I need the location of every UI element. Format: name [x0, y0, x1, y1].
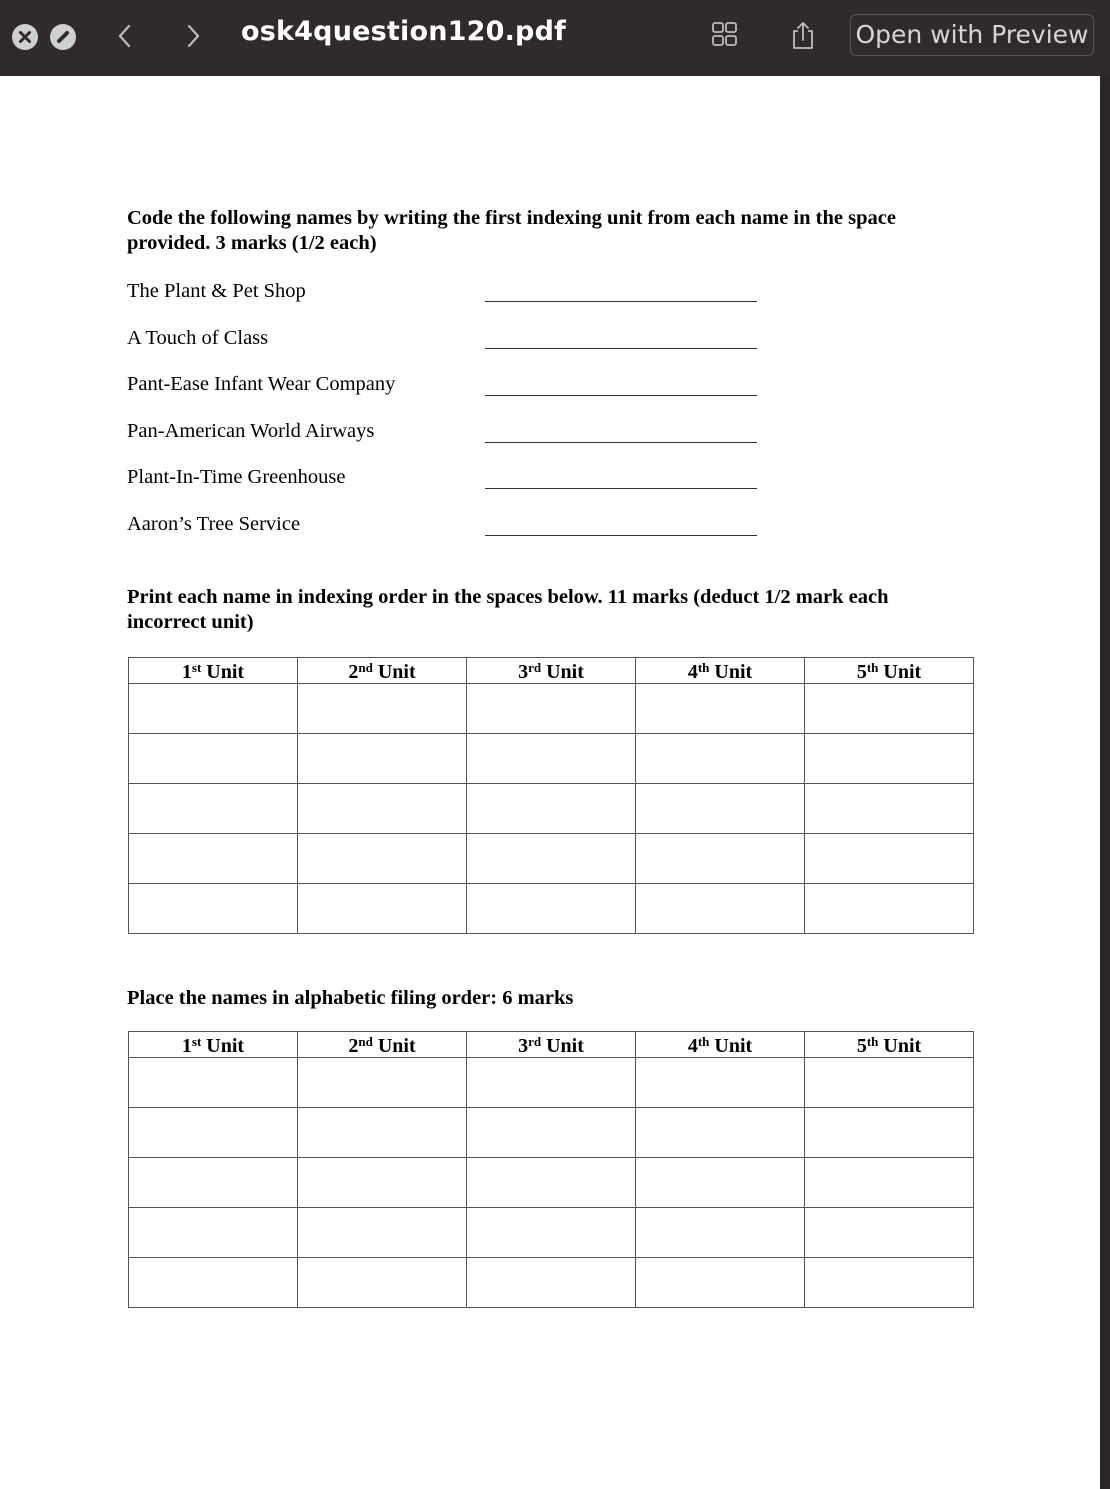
- table-cell[interactable]: [636, 1258, 805, 1308]
- table-cell[interactable]: [636, 784, 805, 834]
- section3-heading: Place the names in alphabetic filing order: 6 marks: [127, 987, 574, 1009]
- table-cell[interactable]: [298, 834, 467, 884]
- table-cell[interactable]: [467, 1158, 636, 1208]
- markup-icon: [50, 24, 76, 50]
- table-cell[interactable]: [298, 684, 467, 734]
- table-row: [129, 684, 974, 734]
- table-row: [129, 834, 974, 884]
- column-header: 4th Unit: [636, 658, 805, 684]
- table-cell[interactable]: [129, 884, 298, 934]
- column-header: 5th Unit: [805, 658, 974, 684]
- table-cell[interactable]: [467, 834, 636, 884]
- section2-heading: Print each name in indexing order in the spaces below. 11 marks (deduct 1/2 mark each incorrect unit): [127, 586, 889, 633]
- table-cell[interactable]: [636, 884, 805, 934]
- answer-blank[interactable]: [485, 535, 757, 536]
- answer-blank[interactable]: [485, 488, 757, 489]
- filing-order-table: [128, 1031, 974, 1308]
- table-cell[interactable]: [636, 684, 805, 734]
- table-row: [129, 1208, 974, 1258]
- answer-blank[interactable]: [485, 395, 757, 396]
- table-row: [129, 734, 974, 784]
- table-cell[interactable]: [467, 884, 636, 934]
- table-header-row: [129, 658, 974, 684]
- table-cell[interactable]: [805, 1208, 974, 1258]
- table-row: [129, 1258, 974, 1308]
- table-cell[interactable]: [129, 734, 298, 784]
- table-cell[interactable]: [129, 1258, 298, 1308]
- markup-button[interactable]: [50, 24, 76, 50]
- table-cell[interactable]: [467, 1108, 636, 1158]
- table-cell[interactable]: [298, 884, 467, 934]
- column-header: 4th Unit: [636, 1032, 805, 1058]
- window-titlebar: [0, 0, 1110, 76]
- table-cell[interactable]: [298, 1258, 467, 1308]
- table-cell[interactable]: [636, 1158, 805, 1208]
- table-cell[interactable]: [467, 1258, 636, 1308]
- column-header: 3rd Unit: [467, 658, 636, 684]
- answer-blank[interactable]: [485, 442, 757, 443]
- table-cell[interactable]: [467, 1208, 636, 1258]
- answer-blank[interactable]: [485, 348, 757, 349]
- table-header-row: [129, 1032, 974, 1058]
- column-header: 5th Unit: [805, 1032, 974, 1058]
- table-row: [129, 784, 974, 834]
- share-button[interactable]: [789, 20, 817, 56]
- table-cell[interactable]: [298, 1058, 467, 1108]
- open-with-preview-button[interactable]: Open with Preview: [850, 14, 1094, 56]
- table-cell[interactable]: [298, 734, 467, 784]
- table-cell[interactable]: [129, 1158, 298, 1208]
- indexing-order-table: [128, 657, 974, 934]
- back-arrow-icon: [110, 20, 140, 52]
- table-cell[interactable]: [129, 784, 298, 834]
- table-cell[interactable]: [298, 784, 467, 834]
- name-item: The Plant & Pet Shop: [127, 280, 306, 302]
- name-item: Aaron’s Tree Service: [127, 513, 301, 535]
- table-cell[interactable]: [298, 1108, 467, 1158]
- table-row: [129, 1058, 974, 1108]
- window-edge: [1100, 76, 1110, 1489]
- forward-button[interactable]: [178, 20, 208, 52]
- table-cell[interactable]: [636, 1208, 805, 1258]
- table-cell[interactable]: [298, 1208, 467, 1258]
- table-cell[interactable]: [805, 684, 974, 734]
- table-cell[interactable]: [298, 1158, 467, 1208]
- document-title: osk4question120.pdf: [241, 16, 567, 47]
- name-item: A Touch of Class: [127, 327, 269, 349]
- table-cell[interactable]: [805, 1058, 974, 1108]
- section1-heading: Code the following names by writing the first indexing unit from each name in the space provided. 3 marks (1/2 each): [127, 207, 896, 254]
- table-cell[interactable]: [636, 834, 805, 884]
- column-header: 1st Unit: [129, 1032, 298, 1058]
- table-cell[interactable]: [129, 684, 298, 734]
- table-row: [129, 884, 974, 934]
- column-header: 1st Unit: [129, 658, 298, 684]
- column-header: 3rd Unit: [467, 1032, 636, 1058]
- table-cell[interactable]: [805, 1258, 974, 1308]
- table-cell[interactable]: [636, 1108, 805, 1158]
- table-cell[interactable]: [805, 834, 974, 884]
- answer-blank[interactable]: [485, 301, 757, 302]
- table-cell[interactable]: [129, 1208, 298, 1258]
- table-row: [129, 1158, 974, 1208]
- forward-arrow-icon: [178, 20, 208, 52]
- table-cell[interactable]: [805, 1108, 974, 1158]
- column-header: 2nd Unit: [298, 658, 467, 684]
- table-cell[interactable]: [805, 734, 974, 784]
- table-cell[interactable]: [805, 1158, 974, 1208]
- table-cell[interactable]: [129, 1108, 298, 1158]
- close-button[interactable]: [12, 24, 38, 50]
- table-cell[interactable]: [129, 1058, 298, 1108]
- table-row: [129, 1108, 974, 1158]
- table-cell[interactable]: [467, 1058, 636, 1108]
- close-icon: [12, 24, 38, 50]
- table-cell[interactable]: [467, 684, 636, 734]
- back-button[interactable]: [110, 20, 140, 52]
- table-cell[interactable]: [467, 734, 636, 784]
- table-cell[interactable]: [805, 784, 974, 834]
- table-cell[interactable]: [636, 1058, 805, 1108]
- table-cell[interactable]: [636, 734, 805, 784]
- grid-view-icon: [711, 20, 739, 50]
- table-cell[interactable]: [805, 884, 974, 934]
- grid-view-button[interactable]: [711, 20, 739, 54]
- name-item: Pan-American World Airways: [127, 420, 375, 442]
- table-cell[interactable]: [129, 834, 298, 884]
- table-cell[interactable]: [467, 784, 636, 834]
- share-icon: [789, 20, 817, 52]
- name-item: Pant-Ease Infant Wear Company: [127, 373, 396, 395]
- column-header: 2nd Unit: [298, 1032, 467, 1058]
- name-item: Plant-In-Time Greenhouse: [127, 466, 346, 488]
